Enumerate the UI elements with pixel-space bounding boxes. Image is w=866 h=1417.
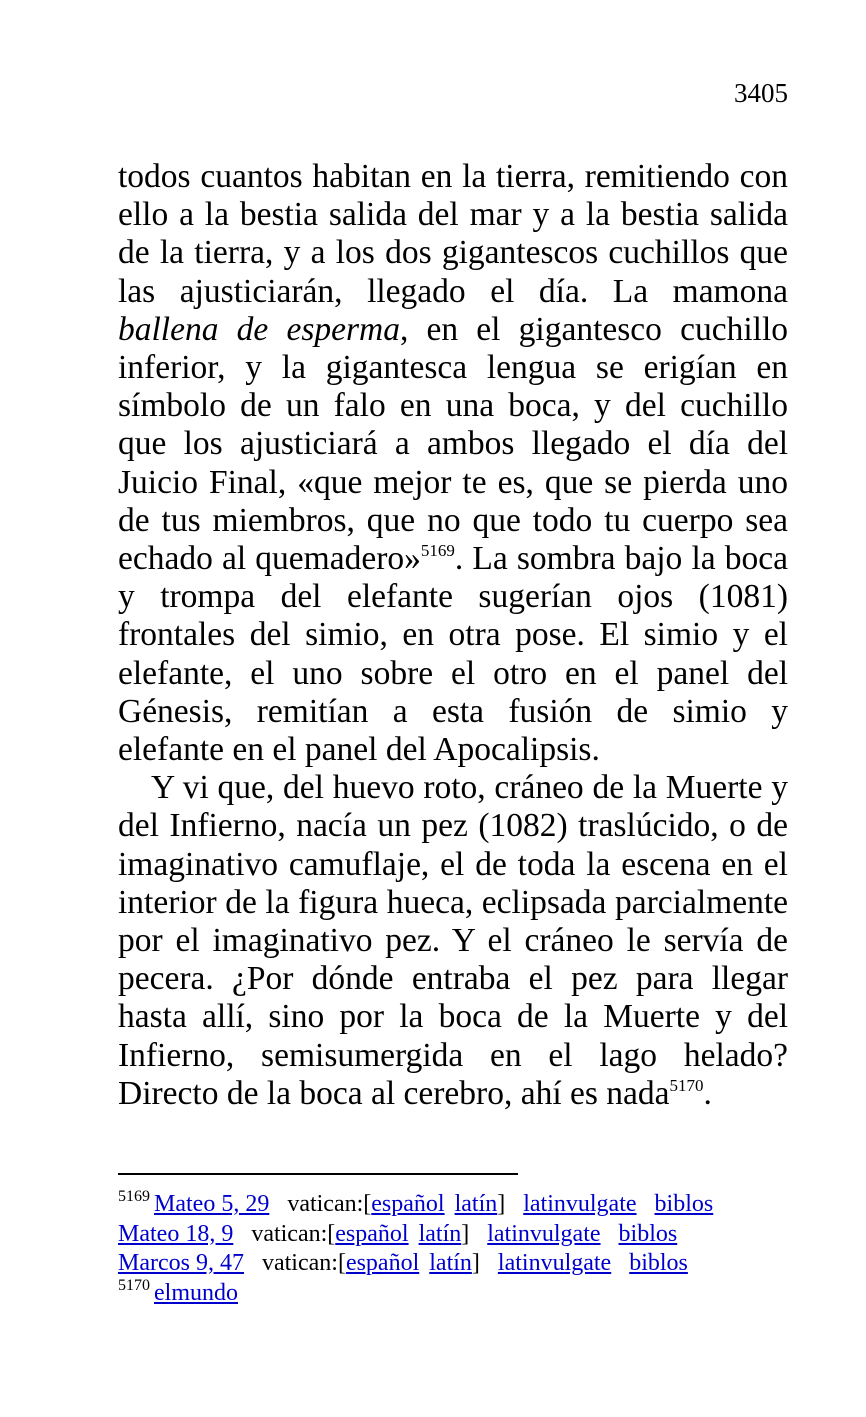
latinvulgate-link[interactable]: latinvulgate — [487, 1220, 601, 1247]
elmundo-link[interactable]: elmundo — [154, 1279, 238, 1306]
latinvulgate-link[interactable]: latinvulgate — [523, 1191, 637, 1217]
paragraph-1-text-b: , en el gigantesco cuchillo inferior, y la gigantesca lengua se erigían en símbolo de un falo en una boca, y del cuchillo que los ajusticiará a ambos llegado el día del Juicio Final, «que mejor te es, que se pierda uno de tus miembros, que no que todo tu cuerpo sea echado al quemadero» — [118, 310, 789, 578]
latin-link[interactable]: latín — [429, 1250, 472, 1276]
paragraph-2-end: . — [703, 1074, 712, 1112]
bible-ref-link[interactable]: Mateo 18, 9 — [118, 1220, 234, 1247]
vatican-label: vatican:[ — [251, 1220, 336, 1247]
vatican-label: vatican:[ — [287, 1191, 372, 1217]
espanol-link[interactable]: español — [345, 1250, 420, 1276]
latin-link[interactable]: latín — [454, 1191, 498, 1217]
footnote-5170-row — [118, 1276, 798, 1309]
bible-ref-link[interactable]: Marcos 9, 47 — [118, 1250, 244, 1276]
biblos-link[interactable]: biblos — [629, 1250, 688, 1276]
espanol-link[interactable]: español — [371, 1191, 445, 1217]
footnote-divider — [118, 1173, 518, 1175]
footnote-number: 5169 — [118, 1188, 150, 1205]
page-number: 3405 — [734, 78, 788, 108]
biblos-link[interactable]: biblos — [618, 1220, 678, 1247]
bracket-close: ] — [461, 1220, 470, 1247]
bracket-close: ] — [497, 1191, 506, 1217]
vatican-label: vatican:[ — [261, 1250, 346, 1276]
footnote-5169-row — [118, 1190, 798, 1220]
footnote-ref-5170[interactable]: 5170 — [669, 1075, 704, 1095]
latin-link[interactable]: latín — [418, 1220, 462, 1247]
footnote-5169-row — [118, 1249, 798, 1279]
footnotes — [118, 1190, 798, 1308]
paragraph-2 — [118, 769, 788, 1113]
italic-phrase: ballena de esperma — [118, 310, 400, 348]
body-text — [118, 158, 788, 1113]
latinvulgate-link[interactable]: latinvulgate — [497, 1250, 612, 1276]
paragraph-2-text: Y vi que, del huevo roto, cráneo de la Muerte y del Infierno, nacía un pez (1082) traslúcido, o de imaginativo camuflaje, el de toda la escena en el interior de la figura hueca, eclipsada parcialmente por el imaginativo pez. Y el cráneo le servía de pecera. ¿Por dónde entraba el pez para llegar hasta allí, sino por la boca de la Muerte y del Infierno, semisumergida en el lago helado? Directo de la boca al cerebro, ahí es nada — [118, 769, 788, 1112]
espanol-link[interactable]: español — [335, 1220, 409, 1247]
bible-ref-link[interactable]: Mateo 5, 29 — [154, 1191, 270, 1217]
biblos-link[interactable]: biblos — [654, 1191, 714, 1217]
bracket-close: ] — [471, 1250, 480, 1276]
paragraph-1-text-c: . La sombra bajo la boca y trompa del elefante sugerían ojos (1081) frontales del simio, en otra pose. El simio y el elefante, el uno sobre el otro en el panel del Génesis, remitían a esta fusión de simio y elefante en el panel del Apocalipsis. — [118, 540, 788, 769]
footnote-5169-row — [118, 1220, 798, 1250]
paragraph-1-text-a: todos cuantos habitan en la tierra, remitiendo con ello a la bestia salida del mar y a la bestia salida de la tierra, y a los dos gigantescos cuchillos que las ajusticiarán, llegado el día. La mamona — [118, 158, 788, 310]
footnote-ref-5169[interactable]: 5169 — [420, 541, 455, 561]
footnote-number: 5170 — [118, 1276, 150, 1294]
paragraph-1 — [118, 158, 788, 769]
